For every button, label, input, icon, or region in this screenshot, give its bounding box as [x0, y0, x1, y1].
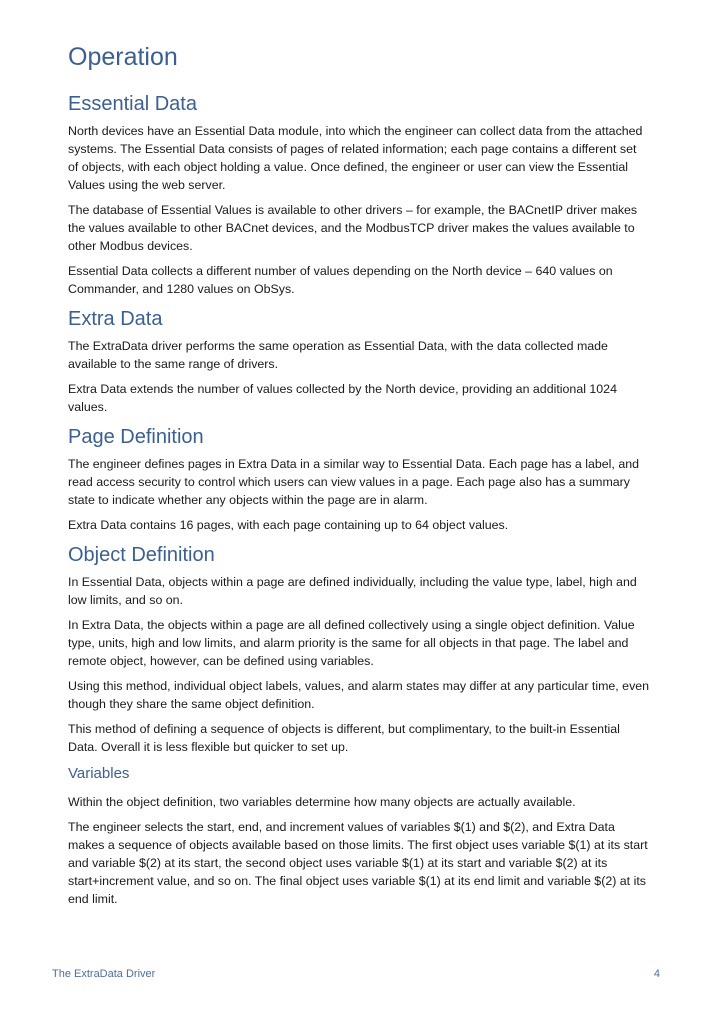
section-heading: Essential Data [68, 93, 197, 115]
section-essential-data [68, 90, 650, 298]
section-extra-data [68, 305, 650, 416]
section-object-definition [68, 541, 650, 756]
paragraph: Within the object definition, two variables determine how many objects are actually available. [68, 795, 576, 809]
footer-document-name: The ExtraData Driver [52, 968, 156, 980]
paragraph: The engineer defines pages in Extra Data in a similar way to Essential Data. Each page has a label, and read access security to control which users can view values in a page. Each page also has a summary state to indicate whether any objects within the page are in alarm. [68, 457, 639, 507]
paragraph: Using this method, individual object labels, values, and alarm states may differ at any particular time, even though they share the same object definition. [68, 679, 650, 711]
paragraph: The ExtraData driver performs the same operation as Essential Data, with the data collected made available to the same range of drivers. [68, 339, 608, 371]
section-page-definition [68, 423, 650, 534]
paragraph: In Essential Data, objects within a page are defined individually, including the value type, label, high and low limits, and so on. [68, 575, 637, 607]
page-title: Operation [68, 43, 178, 71]
section-heading: Extra Data [68, 308, 163, 330]
paragraph: This method of defining a sequence of objects is different, but complimentary, to the built-in Essential Data. Overall it is less flexible but quicker to set up. [68, 722, 620, 754]
footer-page-number: 4 [653, 968, 660, 980]
paragraph: The engineer selects the start, end, and increment values of variables $(1) and $(2), and Extra Data makes a sequence of objects available based on those limits. The first object uses variable $(1) at its start and variable $(2) at its start, the second object uses variable $(1) at its start and variable $(2) at its start+increment value, and so on. The final object uses variable $(1) at its end limit and variable $(2) at its end limit. [68, 820, 648, 906]
subsection-variables [68, 763, 650, 908]
paragraph: In Extra Data, the objects within a page are all defined collectively using a single object definition. Value type, units, high and low limits, and alarm priority is the same for all objects in that page. The label and remote object, however, can be defined using variables. [68, 618, 635, 668]
section-heading: Object Definition [68, 544, 215, 566]
paragraph: The database of Essential Values is available to other drivers – for example, the BACnetIP driver makes the values available to other BACnet devices, and the ModbusTCP driver makes the values available to other Modbus devices. [68, 203, 638, 253]
section-heading: Page Definition [68, 426, 204, 448]
paragraph: Essential Data collects a different number of values depending on the North device – 640 values on Commander, and 1280 values on ObSys. [68, 264, 613, 296]
document-body [68, 40, 650, 915]
subsection-heading: Variables [68, 765, 130, 782]
paragraph: North devices have an Essential Data module, into which the engineer can collect data from the attached systems. The Essential Data consists of pages of related information; each page contains a different set of objects, with each object holding a value. Once defined, the engineer or user can view the Essential Values using the web server. [68, 124, 643, 192]
paragraph: Extra Data contains 16 pages, with each page containing up to 64 object values. [68, 518, 509, 532]
paragraph: Extra Data extends the number of values collected by the North device, providing an additional 1024 values. [68, 382, 617, 414]
